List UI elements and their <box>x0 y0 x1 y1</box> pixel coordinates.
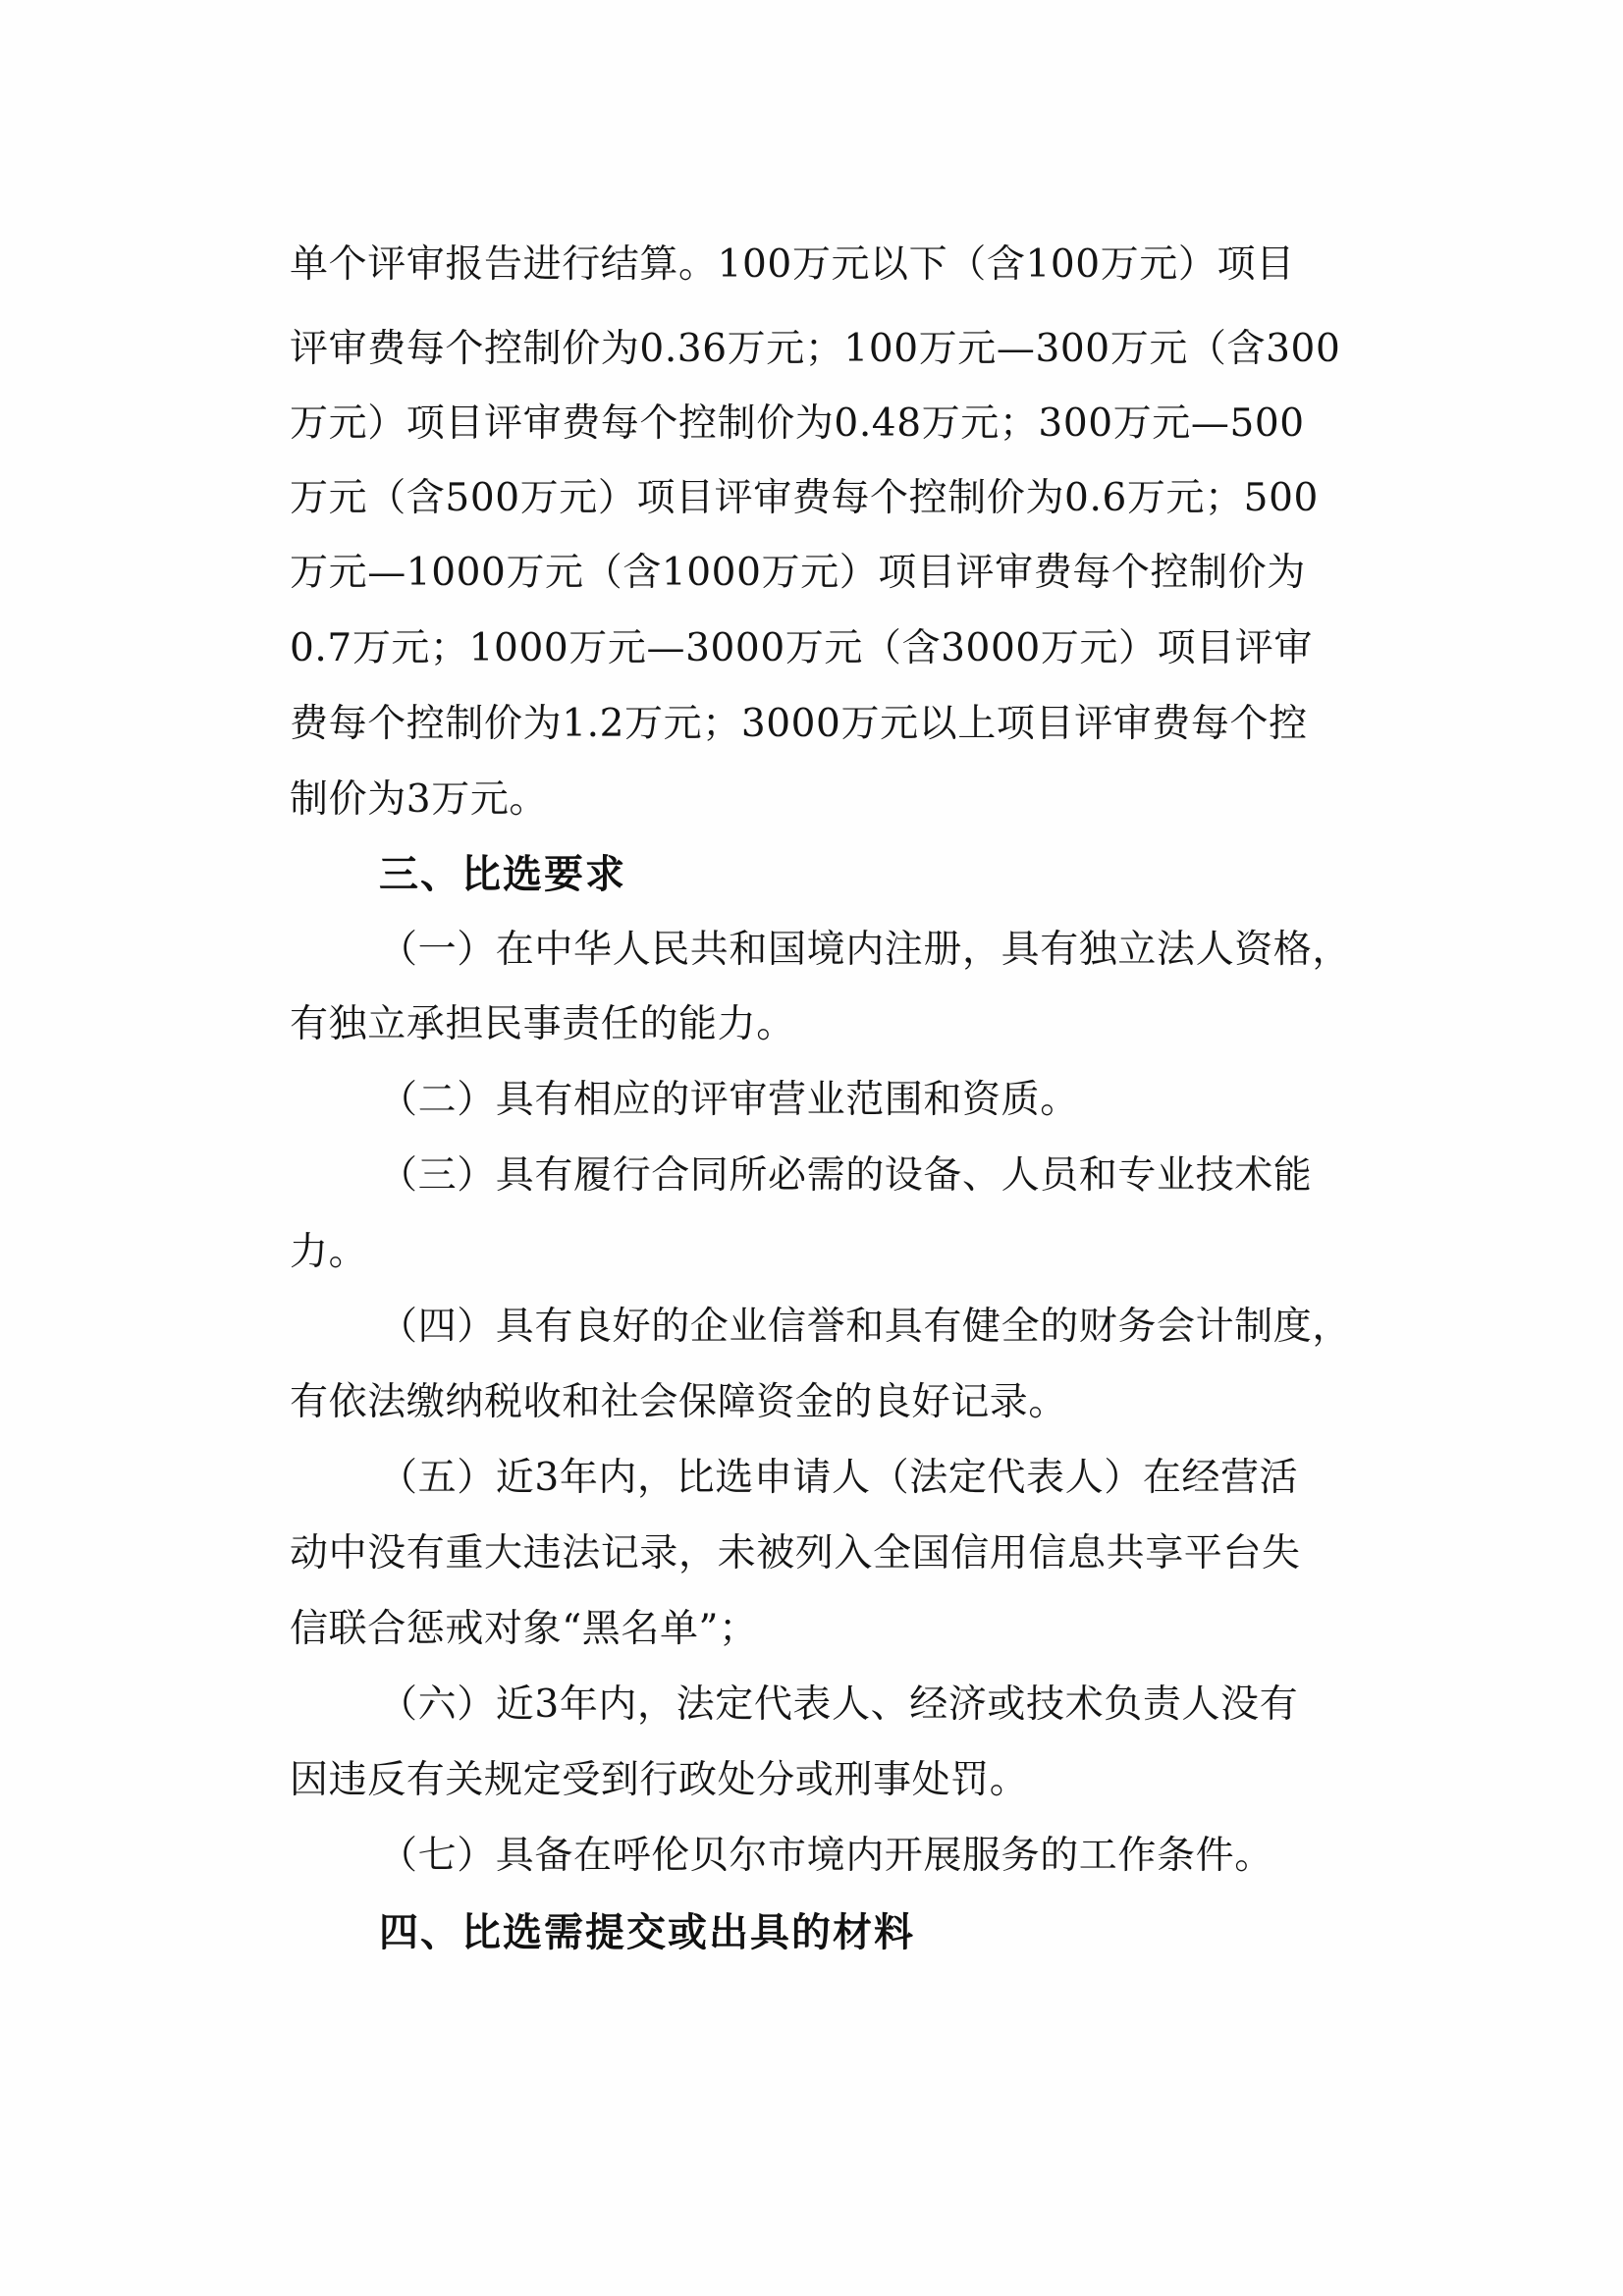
requirement-item-5-cont: 动中没有重大违法记录，未被列入全国信用信息共享平台失 <box>290 1531 1301 1575</box>
requirement-item-3-cont: 力。 <box>290 1230 368 1274</box>
body-line: 0.7万元；1000万元—3000万元（含3000万元）项目评审 <box>290 626 1313 670</box>
requirement-item-3: （三）具有履行合同所必需的设备、人员和专业技术能 <box>379 1153 1313 1198</box>
requirement-item-5: （五）近3年内，比选申请人（法定代表人）在经营活 <box>379 1456 1299 1500</box>
requirement-item-7: （七）具备在呼伦贝尔市境内开展服务的工作条件。 <box>379 1834 1273 1878</box>
requirement-item-2: （二）具有相应的评审营业范围和资质。 <box>379 1078 1079 1122</box>
body-line: 评审费每个控制价为0.36万元；100万元—300万元（含300 <box>290 327 1341 371</box>
requirement-item-4: （四）具有良好的企业信誉和具有健全的财务会计制度， <box>379 1305 1352 1349</box>
requirement-item-1-cont: 有独立承担民事责任的能力。 <box>290 1002 795 1046</box>
body-line: 单个评审报告进行结算。100万元以下（含100万元）项目 <box>290 242 1295 287</box>
body-line: 万元）项目评审费每个控制价为0.48万元；300万元—500 <box>290 401 1305 446</box>
requirement-item-6-cont: 因违反有关规定受到行政处分或刑事处罚。 <box>290 1758 1029 1802</box>
requirement-item-6: （六）近3年内，法定代表人、经济或技术负责人没有 <box>379 1682 1299 1727</box>
requirement-item-1: （一）在中华人民共和国境内注册，具有独立法人资格， <box>379 928 1352 972</box>
body-line: 制价为3万元。 <box>290 777 549 822</box>
body-line: 费每个控制价为1.2万元；3000万元以上项目评审费每个控 <box>290 702 1308 746</box>
section-heading-requirements: 三、比选要求 <box>379 852 626 897</box>
body-line: 万元（含500万元）项目评审费每个控制价为0.6万元；500 <box>290 476 1319 520</box>
requirement-item-4-cont: 有依法缴纳税收和社会保障资金的良好记录。 <box>290 1380 1068 1424</box>
section-heading-materials: 四、比选需提交或出具的材料 <box>379 1910 915 1955</box>
requirement-item-5-cont2: 信联合惩戒对象“黑名单”； <box>290 1607 758 1651</box>
body-line: 万元—1000万元（含1000万元）项目评审费每个控制价为 <box>290 551 1306 595</box>
